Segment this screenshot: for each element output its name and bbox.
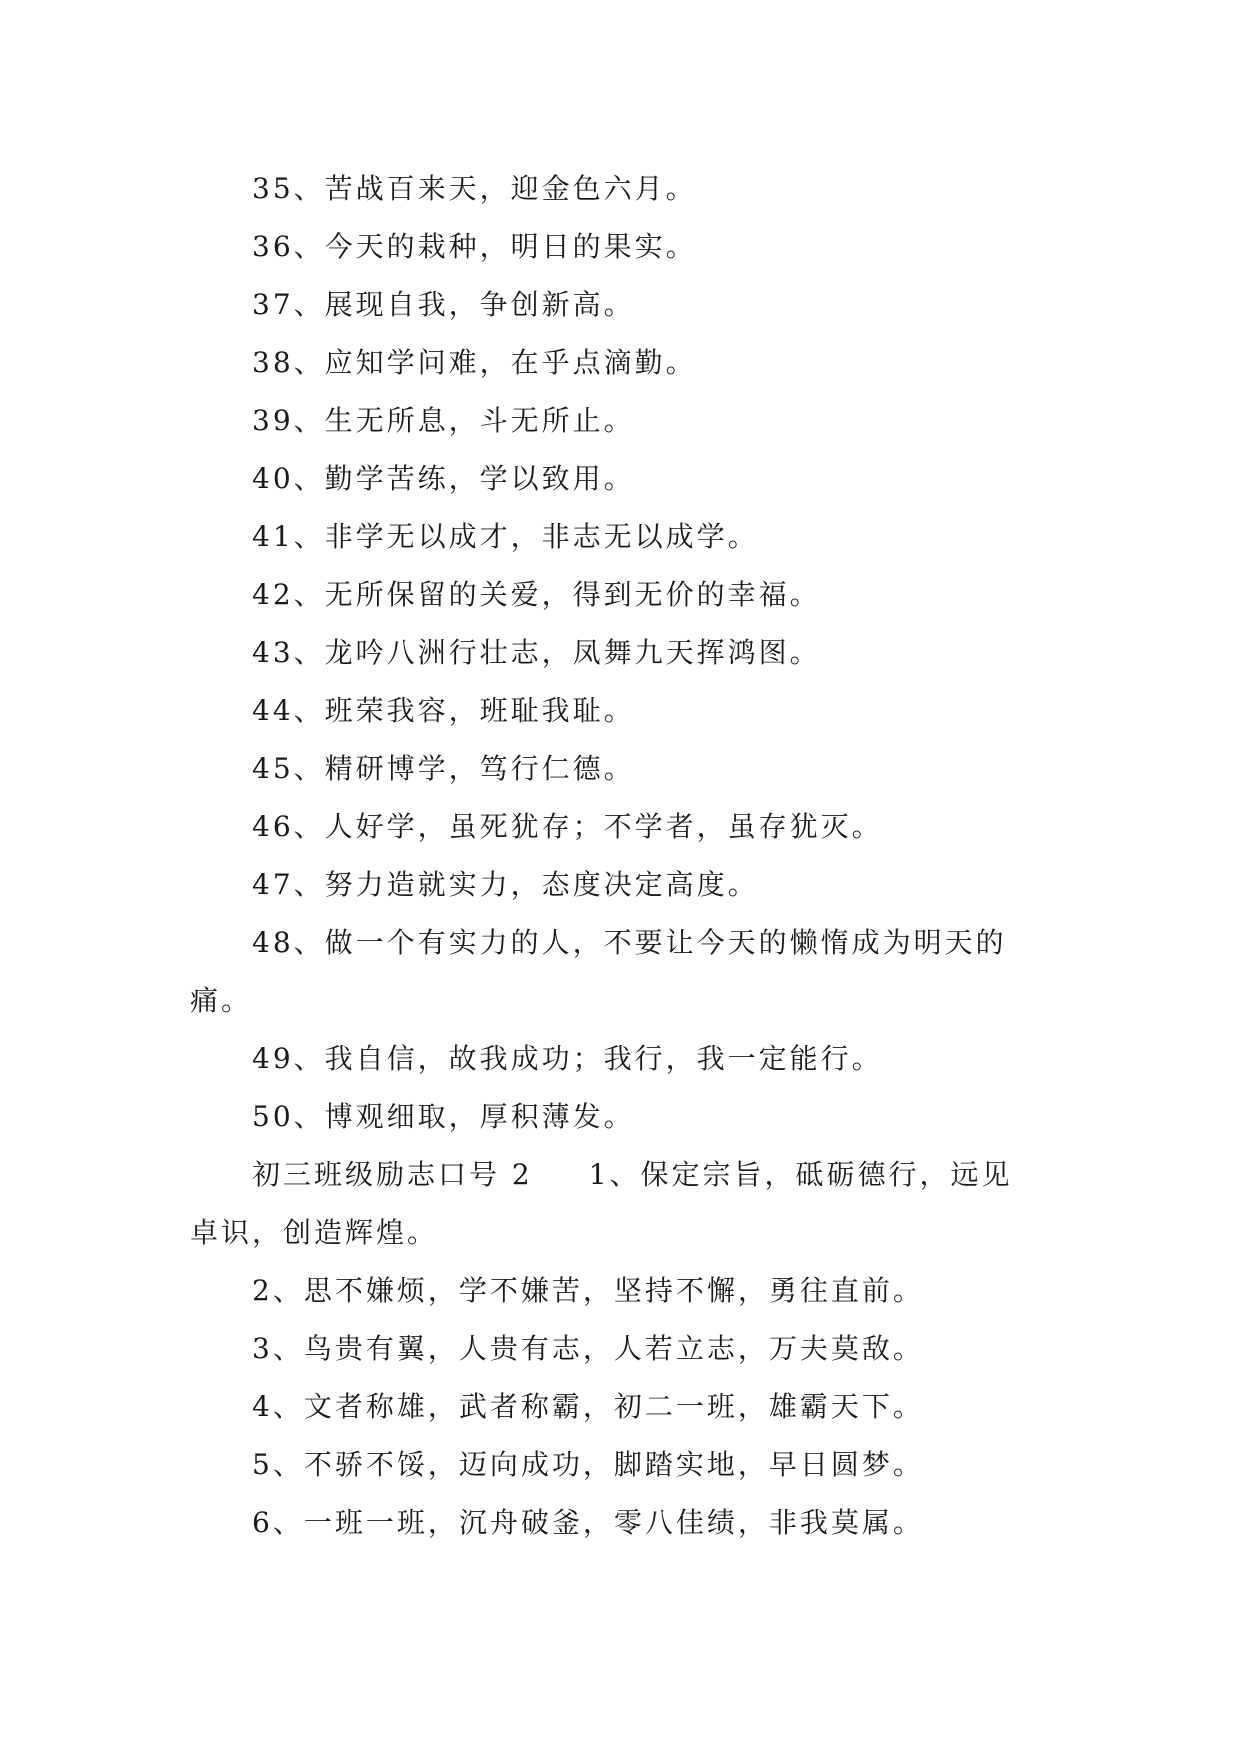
list-item: 44、班荣我容，班耻我耻。 [252,694,635,727]
list-item: 49、我自信，故我成功；我行，我一定能行。 [252,1042,883,1075]
list-item: 39、生无所息，斗无所止。 [252,404,635,437]
list-item: 36、今天的栽种，明日的果实。 [252,230,697,263]
list-item: 40、勤学苦练，学以致用。 [252,462,635,495]
list-item: 38、应知学问难，在乎点滴勤。 [252,346,697,379]
list-item-first-line: 1、保定宗旨，砥砺德行，远见 [588,1158,1013,1191]
list-item: 35、苦战百来天，迎金色六月。 [252,172,697,205]
list-item: 5、不骄不馁，迈向成功，脚踏实地，早日圆梦。 [252,1448,924,1481]
list-item-continuation: 卓识，创造辉煌。 [190,1216,439,1249]
list-item: 41、非学无以成才，非志无以成学。 [252,520,759,553]
list-item: 45、精研博学，笃行仁德。 [252,752,635,785]
list-item: 4、文者称雄，武者称霸，初二一班，雄霸天下。 [252,1390,924,1423]
list-item: 6、一班一班，沉舟破釜，零八佳绩，非我莫属。 [252,1506,924,1539]
list-item-wrapped [190,914,1050,1030]
list-item: 37、展现自我，争创新高。 [252,288,635,321]
list-item: 47、努力造就实力，态度决定高度。 [252,868,759,901]
list-item: 43、龙吟八洲行壮志，凤舞九天挥鸿图。 [252,636,821,669]
list-item: 3、鸟贵有翼，人贵有志，人若立志，万夫莫敌。 [252,1332,924,1365]
section-heading: 初三班级励志口号 2 [252,1158,533,1191]
document-body [190,160,1050,1552]
section-heading-paragraph [190,1146,1050,1262]
list-item-continuation: 痛。 [190,984,253,1017]
list-item-first-line: 48、做一个有实力的人，不要让今天的懒惰成为明天的 [252,926,1007,959]
list-item: 2、思不嫌烦，学不嫌苦，坚持不懈，勇往直前。 [252,1274,924,1307]
list-item: 50、博观细取，厚积薄发。 [252,1100,635,1133]
section-heading-line [190,1146,1050,1204]
list-item: 46、人好学，虽死犹存；不学者，虽存犹灭。 [252,810,883,843]
list-item: 42、无所保留的关爱，得到无价的幸福。 [252,578,821,611]
